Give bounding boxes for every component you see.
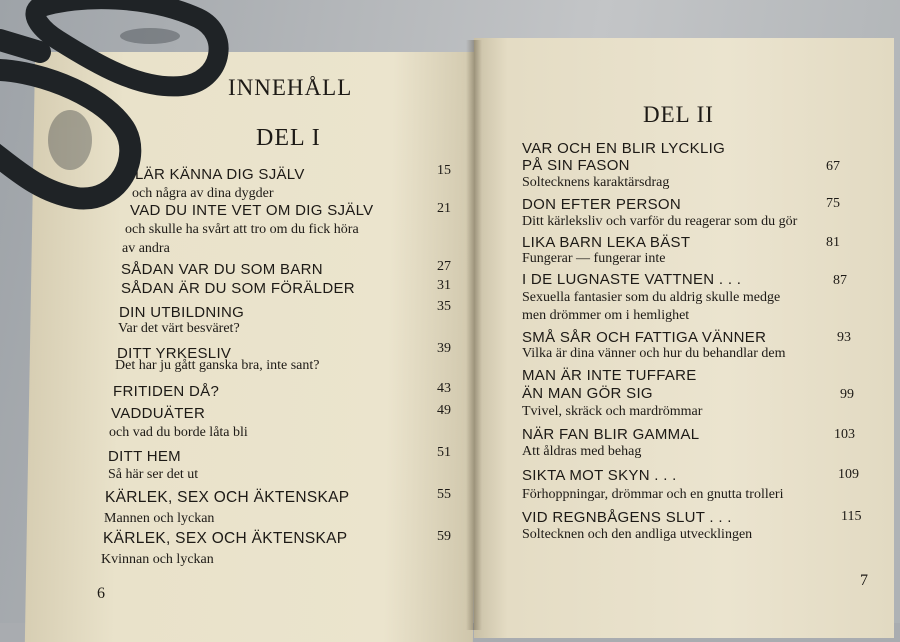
toc-entry-subtitle: av andra [122, 241, 170, 256]
toc-entry-title: SÅDAN ÄR DU SOM FÖRÄLDER [121, 280, 355, 297]
toc-entry-title: LIKA BARN LEKA BÄST [522, 234, 691, 251]
toc-entry-title: DON EFTER PERSON [522, 196, 681, 213]
toc-entry-page: 51 [437, 445, 451, 460]
toc-entry-title: MAN ÄR INTE TUFFARE [522, 367, 697, 384]
toc-entry-page: 81 [826, 235, 840, 250]
toc-entry-page: 87 [833, 273, 847, 288]
page-number-right: 7 [860, 572, 868, 589]
toc-entry-title-cont: PÅ SIN FASON [522, 157, 630, 174]
toc-entry-page: 31 [437, 278, 451, 293]
toc-entry-page: 55 [437, 487, 451, 502]
toc-entry-title: VAR OCH EN BLIR LYCKLIG [522, 140, 726, 157]
toc-entry-subtitle: och vad du borde låta bli [109, 425, 248, 440]
page-number-left: 6 [97, 585, 105, 602]
toc-entry-subtitle: och skulle ha svårt att tro om du fick höra [125, 222, 359, 237]
toc-entry-title: LÄR KÄNNA DIG SJÄLV [135, 166, 305, 183]
part-one-heading: DEL I [256, 125, 321, 151]
toc-entry-page: 27 [437, 259, 451, 274]
toc-entry-page: 39 [437, 341, 451, 356]
toc-entry-title: SIKTA MOT SKYN . . . [522, 467, 677, 484]
toc-entry-title: SMÅ SÅR OCH FATTIGA VÄNNER [522, 329, 767, 346]
toc-entry-page: 43 [437, 381, 451, 396]
toc-entry-subtitle: Sexuella fantasier som du aldrig skulle medge [522, 290, 781, 305]
toc-entry-page: 109 [838, 467, 859, 482]
toc-entry-subtitle: men drömmer om i hemlighet [522, 308, 690, 323]
toc-entry-page: 15 [437, 163, 451, 178]
toc-entry-subtitle: Soltecknens karaktärsdrag [522, 175, 670, 190]
toc-entry-title: VADDUÄTER [111, 405, 206, 422]
toc-entry-subtitle: Ditt kärleksliv och varför du reagerar som du gör [522, 214, 798, 229]
toc-entry-subtitle: och några av dina dygder [132, 186, 274, 201]
toc-entry-page: 103 [834, 427, 855, 442]
toc-entry-title: VAD DU INTE VET OM DIG SJÄLV [130, 202, 374, 219]
toc-entry-page: 75 [826, 196, 840, 211]
scissors-icon [0, 0, 240, 240]
toc-entry-subtitle: Att åldras med behag [522, 444, 642, 459]
toc-entry-subtitle: Förhoppningar, drömmar och en gnutta trolleri [522, 487, 784, 502]
toc-entry-subtitle: Så här ser det ut [108, 467, 199, 482]
toc-entry-title: DIN UTBILDNING [119, 304, 245, 321]
toc-entry-subtitle: Vilka är dina vänner och hur du behandlar dem [522, 346, 786, 361]
toc-entry-title: VID REGNBÅGENS SLUT . . . [522, 509, 732, 526]
toc-entry-subtitle: Kvinnan och lyckan [101, 552, 214, 567]
toc-entry-subtitle: Soltecknen och den andliga utvecklingen [522, 527, 753, 542]
toc-entry-title: DITT HEM [108, 448, 181, 465]
toc-entry-title: SÅDAN VAR DU SOM BARN [121, 261, 323, 278]
toc-entry-title: NÄR FAN BLIR GAMMAL [522, 426, 700, 443]
toc-entry-title: KÄRLEK, SEX OCH ÄKTENSKAP [105, 489, 350, 506]
book-gutter [466, 40, 482, 630]
toc-entry-page: 21 [437, 201, 451, 216]
toc-entry-page: 49 [437, 403, 451, 418]
toc-entry-page: 67 [826, 159, 840, 174]
toc-entry-subtitle: Fungerar — fungerar inte [522, 251, 666, 266]
toc-entry-title: DITT YRKESLIV [117, 345, 232, 362]
contents-title: INNEHÅLL [228, 75, 353, 100]
toc-entry-page: 59 [437, 529, 451, 544]
toc-entry-subtitle: Var det värt besväret? [118, 321, 240, 336]
toc-entry-page: 35 [437, 299, 451, 314]
toc-entry-page: 115 [841, 509, 862, 524]
toc-entry-title: I DE LUGNASTE VATTNEN . . . [522, 271, 742, 288]
toc-entry-page: 93 [837, 330, 851, 345]
toc-entry-subtitle: Mannen och lyckan [104, 511, 215, 526]
toc-entry-page: 99 [840, 387, 854, 402]
toc-entry-title-cont: ÄN MAN GÖR SIG [522, 385, 653, 402]
toc-entry-subtitle: Det har ju gått ganska bra, inte sant? [115, 358, 320, 373]
part-two-heading: DEL II [643, 102, 714, 127]
toc-entry-title: KÄRLEK, SEX OCH ÄKTENSKAP [103, 530, 348, 547]
toc-entry-subtitle: Tvivel, skräck och mardrömmar [522, 404, 703, 419]
toc-entry-title: FRITIDEN DÅ? [113, 383, 220, 400]
